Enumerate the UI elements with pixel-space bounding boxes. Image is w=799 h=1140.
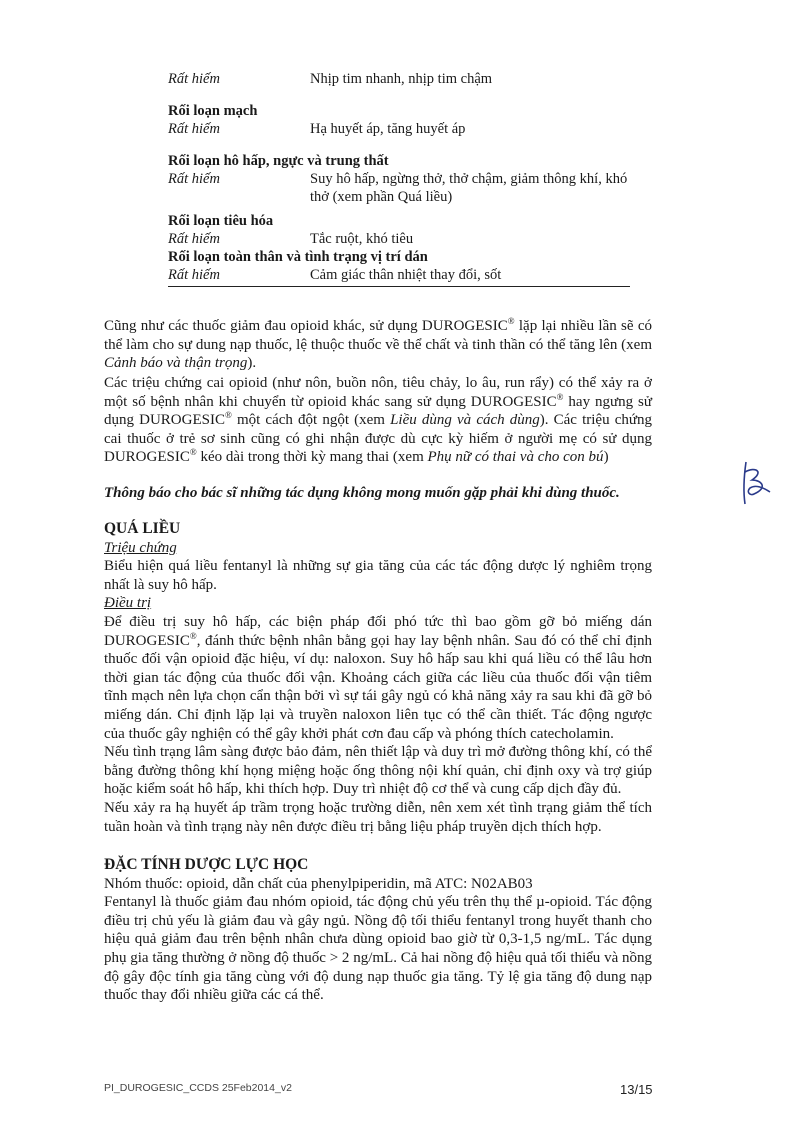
effect-description-cell: Tắc ruột, khó tiêu	[310, 231, 414, 247]
treatment-paragraph-2: Nếu tình trạng lâm sàng được bảo đảm, nên thiết lập và duy trì mở đường thông khí, có thể bằng đường thông khí họng miệng hoặc ống thông nội khí quản, chỉ định oxy và trợ giúp hoặc kiểm soát hô hấp, khi thích hợp. Duy trì nhiệt độ cơ thể và cung cấp dịch đầy đủ.	[104, 744, 652, 798]
effect-description-cell: Nhịp tim nhanh, nhịp tim chậm	[310, 71, 493, 87]
registered-mark: ®	[556, 391, 564, 402]
adverse-effects-table	[168, 70, 630, 287]
effect-description-cell: Hạ huyết áp, tăng huyết áp	[310, 121, 466, 137]
doctor-notice: Thông báo cho bác sĩ những tác dụng không mong muốn gặp phải khi dùng thuốc.	[104, 485, 620, 501]
handwritten-signature	[734, 458, 774, 508]
frequency-cell: Rất hiếm	[168, 267, 220, 283]
text-span: Để điều trị suy hô hấp, các biện pháp đối phó tức thì bao gồm gỡ bỏ miếng dán DUROGESIC	[104, 613, 652, 649]
table-category-heading: Rối loạn hô hấp, ngực và trung thất	[168, 153, 389, 169]
table-spacer	[168, 88, 630, 102]
table-row	[168, 230, 630, 248]
text-span: Các triệu chứng cai opioid (như nôn, buồn nôn, tiêu chảy, lo âu, run rẩy) có thể xảy ra ở một số bệnh nhân khi chuyển từ opioid khác sang sử dụng DUROGESIC	[104, 375, 652, 410]
overdose-heading: QUÁ LIỀU	[104, 520, 181, 537]
registered-mark: ®	[507, 316, 515, 326]
text-span: , đánh thức bệnh nhân bằng gọi hay lay bệnh nhân. Sau đó có thể chỉ định thuốc đối vận opioid đặc hiệu, ví dụ: naloxon. Suy hô hấp sau khi quá liều có thể lâu hơn thời gian tác động của thuốc đối vận. Khoảng cách giữa các liều của thuốc đối vận tiêm tĩnh mạch nên lựa chọn cẩn thận bởi vì sự tái gây ngủ có khả năng xảy ra sau khi đã gỡ bỏ miếng dán. Chỉ định lặp lại và truyền naloxon liên tục có thể cần thiết. Tác động ngược của thuốc gây nghiện có thể gây khởi phát cơn đau cấp và phóng thích catecholamin.	[104, 632, 652, 742]
text-span: hay ngưng sử dụng DUROGESIC	[104, 393, 652, 429]
section-reference: Liều dùng và cách dùng	[390, 412, 540, 429]
registered-mark: ®	[189, 630, 197, 641]
overdose-section	[104, 520, 652, 836]
text-span: ).	[247, 355, 257, 372]
table-category-heading: Rối loạn toàn thân và tình trạng vị trí dán	[168, 249, 428, 265]
pharmacodynamics-section	[104, 856, 652, 1005]
effect-description-cell: Suy hô hấp, ngừng thở, thở chậm, giảm thông khí, khó thở (xem phần Quá liều)	[310, 171, 628, 205]
pharmacodynamics-heading: ĐẶC TÍNH DƯỢC LỰC HỌC	[104, 856, 309, 873]
table-row	[168, 120, 630, 138]
text-span: ). Các triệu chứng cai thuốc ở trẻ sơ sinh cũng có ghi nhận được dù cực kỳ hiếm ở người mẹ có sử dụng DUROGESIC	[104, 412, 653, 466]
footer-page-number: 13/15	[620, 1082, 653, 1097]
footer-document-id: PI_DUROGESIC_CCDS 25Feb2014_v2	[104, 1082, 292, 1094]
drug-class-line: Nhóm thuốc: opioid, dẫn chất của phenylpiperidin, mã ATC: N02AB03	[104, 875, 533, 892]
tolerance-paragraph	[104, 317, 652, 373]
table-spacer	[168, 138, 630, 152]
frequency-cell: Rất hiếm	[168, 171, 220, 187]
table-row	[168, 170, 630, 206]
treatment-paragraph-1	[104, 613, 652, 743]
section-reference: Phụ nữ có thai và cho con bú	[427, 449, 604, 466]
text-span: lặp lại nhiều lần sẽ có thể làm cho sự dung nạp thuốc, lệ thuộc thuốc về thể chất và tinh thần có thể tăng lên (xem	[104, 318, 652, 353]
registered-mark: ®	[224, 410, 232, 421]
text-span: kéo dài trong thời kỳ mang thai (xem	[196, 449, 428, 466]
table-category-heading: Rối loạn mạch	[168, 103, 258, 119]
symptoms-text: Biểu hiện quá liều fentanyl là những sự gia tăng của các tác động dược lý nghiêm trọng nhất là suy hô hấp.	[104, 558, 652, 593]
text-span: Cũng như các thuốc giảm đau opioid khác, sử dụng DUROGESIC	[104, 318, 508, 334]
treatment-heading: Điều trị	[104, 595, 152, 612]
text-span: )	[603, 449, 609, 466]
section-reference: Cảnh báo và thận trọng	[104, 355, 248, 372]
registered-mark: ®	[189, 447, 197, 458]
table-row	[168, 266, 630, 287]
symptoms-heading: Triệu chứng	[104, 539, 177, 556]
treatment-paragraph-3: Nếu xảy ra hạ huyết áp trầm trọng hoặc trường diễn, nên xem xét tình trạng giảm thể tích tuần hoàn và tình trạng này nên được điều trị bằng liệu pháp truyền dịch thích hợp.	[104, 799, 652, 835]
table-category-heading: Rối loạn tiêu hóa	[168, 213, 274, 229]
frequency-cell: Rất hiếm	[168, 71, 220, 87]
frequency-cell: Rất hiếm	[168, 231, 220, 247]
effect-description-cell: Cảm giác thân nhiệt thay đổi, sốt	[310, 267, 502, 283]
table-row	[168, 70, 630, 88]
text-span: một cách đột ngột (xem	[231, 412, 391, 429]
pharmacodynamics-paragraph: Fentanyl là thuốc giảm đau nhóm opioid, tác động chủ yếu trên thụ thể µ-opioid. Tác động điều trị chủ yếu là giảm đau và gây ngủ. Nồng độ tối thiểu fentanyl trong huyết thanh cho hiệu quả giảm đau trên bệnh nhân chưa dùng opioid bao giờ từ 0,3-1,5 ng/mL. Tác dụng phụ gia tăng thường ở nồng độ thuốc > 2 ng/mL. Cả hai nồng độ hiệu quả tối thiểu và nồng độ gây độc tính gia tăng cùng với độ dung nạp thuốc gia tăng. Tỷ lệ gia tăng độ dung nạp thuốc thay đổi nhiều giữa các cá thể.	[104, 894, 652, 1004]
withdrawal-paragraph	[104, 374, 652, 467]
frequency-cell: Rất hiếm	[168, 121, 220, 137]
